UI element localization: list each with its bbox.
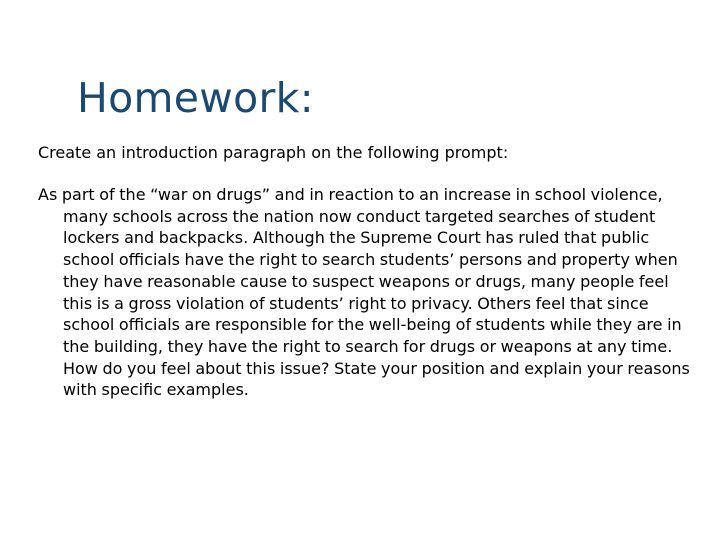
prompt-paragraph: As part of the “war on drugs” and in reaction to an increase in school violence, many schools across the nation now conduct targeted searches of student lockers and backpacks. Although the Supreme Court has ruled that public school officials have the right to search students’ persons and property when they have reasonable cause to suspect weapons or drugs, many people feel this is a gross violation of students’ right to privacy. Others feel that since school officials are responsible for the well-being of students while they are in the building, they have the right to search for drugs or weapons at any time. How do you feel about this issue? State your position and explain your reasons with specific examples. — [38, 185, 690, 400]
slide-body — [38, 142, 702, 401]
instruction-text: Create an introduction paragraph on the following prompt: — [38, 143, 509, 162]
slide-title: Homework: — [77, 74, 314, 122]
